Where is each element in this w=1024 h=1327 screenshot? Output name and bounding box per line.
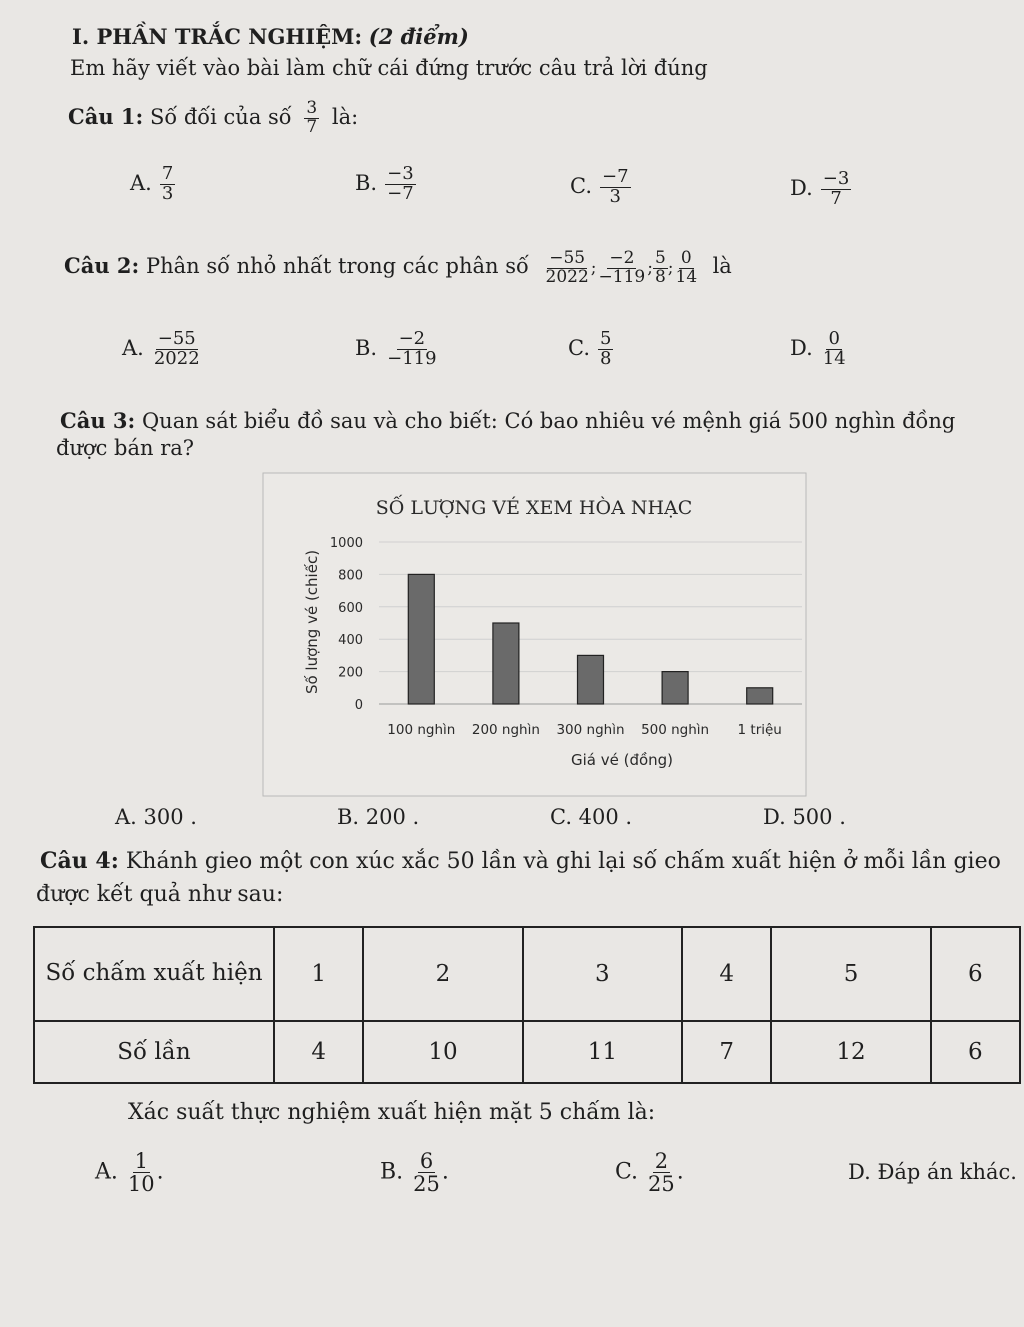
q4-option-c[interactable]: C. $\frac{2}{25}$ . (615, 1149, 684, 1197)
q4-option-b[interactable]: B. $\frac{6}{25}$ . (380, 1149, 449, 1197)
table-cell: 2 (363, 927, 522, 1021)
q1-option-a[interactable]: A. $\frac{7}{3}$ (130, 163, 174, 204)
y-tick-label: 600 (338, 600, 363, 616)
q2-option-c[interactable]: C. $\frac{5}{8}$ (568, 328, 612, 369)
bar-5 (747, 688, 773, 704)
table-cell: 6 (931, 1021, 1020, 1083)
table-cell: 7 (682, 1021, 771, 1083)
q2-option-d[interactable]: D. $\frac{0}{14}$ (790, 328, 846, 369)
q4-question: Xác suất thực nghiệm xuất hiện mặt 5 chấm là: (128, 1100, 656, 1125)
section-points: (2 điểm) (368, 24, 469, 49)
q3-option-b[interactable]: B. 200 . (337, 805, 420, 829)
x-tick-label: 200 nghìn (471, 722, 540, 738)
q2-label: Câu 2: (64, 252, 140, 278)
x-tick-label: 1 triệu (737, 722, 782, 738)
question-4 (40, 848, 1001, 874)
table-cell: 1 (274, 927, 363, 1021)
question-1 (68, 100, 358, 137)
q1-option-b[interactable]: B. $\frac{-3}{-7}$ (355, 163, 414, 204)
q1-fraction: $\frac{3}{7}$ (306, 98, 318, 137)
q2-option-a[interactable]: A. $\frac{-55}{2022}$ (122, 328, 200, 369)
bar-3 (578, 655, 604, 704)
x-tick-label: 300 nghìn (556, 722, 625, 738)
chart-x-axis-label: Giá vé (đồng) (570, 751, 674, 769)
question-3 (60, 408, 955, 433)
q4-line2: được kết quả như sau: (36, 882, 284, 907)
q1-tail: là: (331, 104, 359, 129)
table-row (34, 927, 1020, 1021)
q3-option-c[interactable]: C. 400 . (550, 805, 633, 829)
q2-option-b[interactable]: B. $\frac{-2}{-119}$ (355, 328, 437, 369)
q2-tail: là (712, 253, 732, 278)
section-instruction: Em hãy viết vào bài làm chữ cái đứng trước câu trả lời đúng (70, 56, 708, 80)
bar-4 (662, 672, 688, 704)
x-tick-label: 500 nghìn (641, 722, 710, 738)
table-row (34, 1021, 1020, 1083)
section-header (72, 24, 469, 49)
row-label-cell: Số lần (34, 1021, 274, 1083)
q3-option-a[interactable]: A. 300 . (115, 805, 197, 829)
section-title: I. PHẦN TRẮC NGHIỆM: (72, 24, 363, 49)
table-cell: 3 (523, 927, 682, 1021)
bar-1 (408, 574, 434, 704)
x-tick-label: 100 nghìn (387, 722, 456, 738)
y-tick-label: 400 (338, 633, 363, 649)
q1-option-c[interactable]: C. $\frac{-7}{3}$ (570, 166, 629, 207)
chart-title: SỐ LƯỢNG VÉ XEM HÒA NHẠC (375, 497, 693, 519)
y-tick-label: 0 (354, 698, 363, 713)
table-cell: 6 (931, 927, 1020, 1021)
table-cell: 4 (274, 1021, 363, 1083)
q4-line1: Khánh gieo một con xúc xắc 50 lần và ghi lại số chấm xuất hiện ở mỗi lần gieo (125, 849, 1001, 874)
table-cell: 11 (523, 1021, 682, 1083)
table-cell: 10 (363, 1021, 522, 1083)
q1-text: Số đối của số (149, 104, 292, 129)
y-tick-label: 200 (338, 665, 363, 681)
q1-label: Câu 1: (68, 103, 144, 129)
table-cell: 4 (682, 927, 771, 1021)
table-cell: 5 (771, 927, 930, 1021)
chart-y-axis-label: Số lượng vé (chiếc) (303, 549, 321, 695)
bar-2 (493, 623, 519, 704)
q2-fraction-list: $\frac{-55}{2022}$ ; $\frac{-2}{-119}$ ; $\frac{5}{8}$ ; $\frac{0}{14}$ (545, 248, 698, 287)
y-tick-label: 1000 (329, 536, 363, 551)
q4-label: Câu 4: (40, 848, 119, 874)
q1-option-d[interactable]: D. $\frac{-3}{7}$ (790, 168, 850, 209)
q3-option-d[interactable]: D. 500 . (763, 805, 846, 829)
ticket-bar-chart (262, 472, 807, 797)
q3-line2: được bán ra? (56, 436, 195, 460)
q4-option-a[interactable]: A. $\frac{1}{10}$ . (95, 1149, 164, 1197)
dice-results-table (33, 926, 1021, 1084)
q3-label: Câu 3: (60, 408, 136, 433)
y-tick-label: 800 (338, 568, 363, 584)
table-cell: 12 (771, 1021, 930, 1083)
q2-text: Phân số nhỏ nhất trong các phân số (145, 253, 529, 278)
header-label-cell: Số chấm xuất hiện (34, 927, 274, 1021)
q4-option-d[interactable]: D. Đáp án khác. (848, 1160, 1017, 1184)
question-2 (64, 250, 732, 287)
q3-line1: Quan sát biểu đồ sau và cho biết: Có bao nhiêu vé mệnh giá 500 nghìn đồng (141, 409, 956, 433)
